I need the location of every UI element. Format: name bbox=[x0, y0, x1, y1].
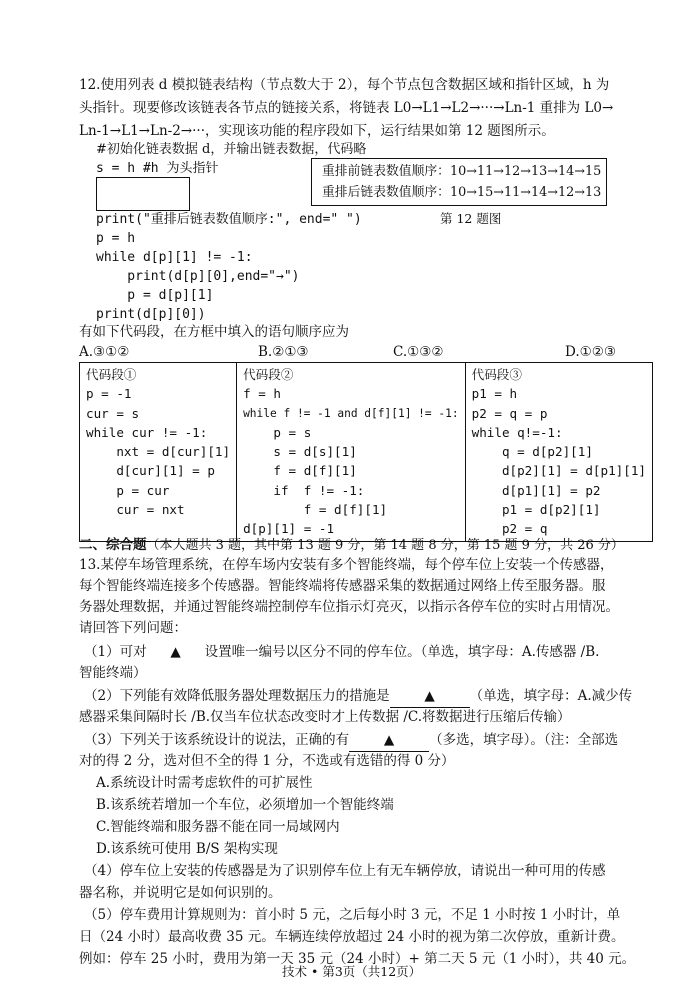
q12-question: 有如下代码段，在方框中填入的语句顺序应为 bbox=[79, 324, 349, 340]
code-line-p-assign: p = h bbox=[96, 231, 136, 246]
q12-stem-line-3: Ln-1→L1→Ln-2→···，实现该功能的程序段如下，运行结果如第 12 题图所示。 bbox=[79, 123, 555, 139]
blank-mark: ▲ bbox=[170, 644, 181, 660]
code-line: nxt = d[cur][1] bbox=[86, 444, 231, 460]
code-line: p = -1 bbox=[86, 386, 132, 402]
q13-part3-cont: 对的得 2 分，选对但不全的得 1 分，不选或有选错的得 0 分） bbox=[79, 753, 455, 769]
code-line: p = cur bbox=[86, 482, 170, 498]
q13-part3 bbox=[84, 731, 618, 752]
q13-part2-cont: 感器采集间隔时长 /B.仅当车位状态改变时才上传数据 /C.将数据进行压缩后传输） bbox=[79, 709, 571, 725]
q13-part4-line-2: 器名称，并说明它是如何识别的。 bbox=[79, 885, 282, 901]
code-line: d[cur][1] = p bbox=[86, 463, 215, 479]
code-line: cur = s bbox=[86, 405, 140, 421]
code-line: p2 = q bbox=[471, 521, 548, 537]
output-line-before: 重排前链表数值顺序：10→11→12→13→14→15 bbox=[322, 164, 602, 179]
code-line: if f != -1: bbox=[243, 482, 365, 498]
code-line: f = d[f][1] bbox=[243, 463, 357, 479]
section-title: 二、综合题 bbox=[79, 537, 147, 553]
code-line: while q!=-1: bbox=[471, 424, 563, 440]
figure-caption: 第 12 题图 bbox=[440, 211, 502, 226]
section-heading bbox=[79, 536, 624, 556]
q13-part5-line-2: 日（24 小时）最高收费 35 元。车辆连续停放超过 24 小时的视为第二次停放，重新计费。 bbox=[79, 929, 625, 945]
option-d: D.①②③ bbox=[565, 344, 616, 360]
q12-stem-line-1: 12.使用列表 d 模拟链表结构（节点数大于 2），每个节点包含数据区域和指针区域，h 为 bbox=[79, 77, 610, 93]
option-a: A.③①② bbox=[79, 344, 130, 360]
q13-part5-line-1: （5）停车费用计算规则为：首小时 5 元，之后每小时 3 元，不足 1 小时按 1 小时计，单 bbox=[84, 907, 621, 923]
part1-text-a: （1）可对 bbox=[84, 644, 147, 660]
answer-blank-1 bbox=[147, 643, 205, 663]
code-line: d[p2][1] = d[p1][1] bbox=[471, 463, 646, 479]
code-line: f = d[f][1] bbox=[243, 502, 388, 518]
q13-part2 bbox=[84, 687, 632, 708]
answer-blank-box bbox=[96, 177, 190, 211]
code-line: p1 = h bbox=[471, 386, 518, 402]
q12-output-box bbox=[311, 158, 607, 206]
blank-mark: ▲ bbox=[424, 688, 435, 704]
part3-text-a: （3）下列关于该系统设计的说法，正确的有 bbox=[84, 732, 350, 748]
code-line-print-header: print("重排后链表数值顺序:", end=" ") bbox=[96, 212, 362, 227]
q13-part5-line-3: 例如：停车 25 小时，费用为第一天 35 元（24 小时）+ 第二天 5 元（1 小时），共 40 元。 bbox=[79, 951, 636, 967]
q13-stem-line-4: 请回答下列问题： bbox=[79, 620, 187, 636]
part2-text-b: （单选，填字母：A.减少传 bbox=[469, 688, 633, 704]
segment-title: 代码段③ bbox=[471, 367, 522, 382]
blank-mark: ▲ bbox=[383, 732, 395, 748]
q13-part4-line-1: （4）停车位上安装的传感器是为了识别停车位上有无车辆停放，请说出一种可用的传感 bbox=[84, 863, 606, 879]
code-line: q = d[p2][1] bbox=[471, 444, 593, 460]
code-line: while cur != -1: bbox=[86, 424, 208, 440]
q12-code-s-assign: s = h #h 为头指针 bbox=[96, 161, 219, 176]
answer-blank-3 bbox=[349, 731, 429, 752]
part3-text-b: （多选，填字母）。（注：全部选 bbox=[429, 732, 619, 748]
segment-3 bbox=[465, 363, 652, 542]
answer-blank-2 bbox=[390, 687, 470, 708]
code-line-print-last: print(d[p][0]) bbox=[96, 307, 206, 322]
page-footer: 技术 • 第3页（共12页） bbox=[282, 964, 422, 979]
code-line: while f != -1 and d[f][1] != -1: bbox=[243, 406, 459, 420]
segment-2 bbox=[237, 363, 466, 542]
q12-stem-line-2: 头指针。现要修改该链表各节点的链接关系，将链表 L0→L1→L2→···→Ln-1 重排为 L0→ bbox=[79, 100, 614, 116]
q13-stem-line-2: 每个智能终端连接多个传感器。智能终端将传感器采集的数据通过网络上传至服务器。服 bbox=[79, 578, 606, 594]
code-line-while: while d[p][1] != -1: bbox=[96, 250, 253, 265]
segment-title: 代码段② bbox=[243, 367, 294, 382]
code-line: cur = nxt bbox=[86, 502, 185, 518]
code-line: d[p1][1] = p2 bbox=[471, 482, 601, 498]
section-note: （本大题共 3 题，其中第 13 题 9 分，第 14 题 8 分，第 15 题 9 分，共 26 分） bbox=[146, 538, 624, 553]
output-line-after: 重排后链表数值顺序：10→15→11→14→12→13 bbox=[322, 185, 602, 200]
code-line: p = s bbox=[243, 424, 312, 440]
code-line-print-node: print(d[p][0],end="→") bbox=[96, 269, 300, 284]
q12-code-comment: #初始化链表数据 d，并输出链表数据，代码略 bbox=[96, 142, 367, 157]
q13-stem-line-1: 13.某停车场管理系统，在停车场内安装有多个智能终端，每个停车位上安装一个传感器， bbox=[79, 557, 614, 573]
q13-part3-option-b: B.该系统若增加一个车位，必须增加一个智能终端 bbox=[96, 797, 394, 813]
code-line: d[p][1] = -1 bbox=[243, 521, 335, 537]
code-line: p2 = q = p bbox=[471, 405, 548, 421]
part1-text-b: 设置唯一编号以区分不同的停车位。（单选，填字母：A.传感器 /B. bbox=[204, 644, 600, 660]
q13-stem-line-3: 务器处理数据，并通过智能终端控制停车位指示灯亮灭，以指示各停车位的实时占用情况。 bbox=[79, 599, 619, 615]
q13-part3-option-a: A.系统设计时需考虑软件的可扩展性 bbox=[96, 775, 313, 791]
code-segments-table bbox=[79, 362, 653, 542]
code-line-advance: p = d[p][1] bbox=[96, 288, 214, 303]
code-line: s = d[s][1] bbox=[243, 444, 357, 460]
code-line: f = h bbox=[243, 386, 281, 402]
option-c: C.①③② bbox=[393, 344, 444, 360]
segment-title: 代码段① bbox=[86, 367, 137, 382]
q13-part3-option-c: C.智能终端和服务器不能在同一局域网内 bbox=[96, 819, 340, 835]
segment-1 bbox=[80, 363, 237, 542]
part2-text-a: （2）下列能有效降低服务器处理数据压力的措施是 bbox=[84, 688, 390, 704]
code-line: p1 = d[p2][1] bbox=[471, 502, 601, 518]
q13-part3-option-d: D.该系统可使用 B/S 架构实现 bbox=[96, 841, 278, 857]
option-b: B.②①③ bbox=[258, 344, 309, 360]
q13-part1 bbox=[84, 643, 599, 663]
q13-part1-cont: 智能终端） bbox=[79, 665, 147, 681]
